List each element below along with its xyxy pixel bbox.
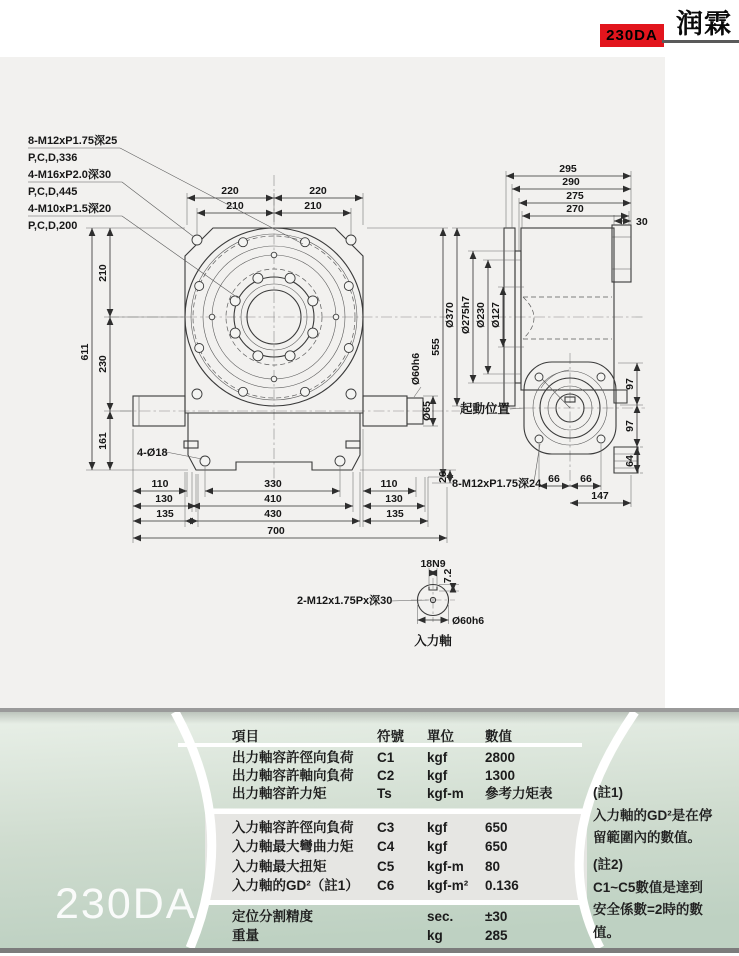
cell-symbol: C2 xyxy=(377,768,395,783)
table-row xyxy=(232,907,567,926)
cell-value: 2800 xyxy=(485,750,516,765)
dim-110-l: 110 xyxy=(151,478,169,490)
callout-pcd336: P,C,D,336 xyxy=(28,152,78,164)
dim-26: 26 xyxy=(437,471,449,483)
col-header-value: 數值 xyxy=(485,729,512,744)
drawing-svg xyxy=(0,57,665,708)
table-row xyxy=(232,766,567,785)
dim-410: 410 xyxy=(264,493,282,505)
dim-295: 295 xyxy=(559,163,577,175)
dim-130-l: 130 xyxy=(155,493,173,505)
col-header-item: 項目 xyxy=(232,729,259,744)
note-line: 留範圍內的數值。 xyxy=(593,830,701,845)
cell-unit: kgf-m² xyxy=(427,878,469,893)
panel-model-label: 230DA xyxy=(55,880,197,928)
front-view xyxy=(108,175,460,485)
note-line: 安全係數=2時的數 xyxy=(593,902,703,917)
dim-d370: Ø370 xyxy=(444,302,456,328)
dim-64: 64 xyxy=(624,455,636,467)
table-row xyxy=(232,926,567,945)
dim-30: 30 xyxy=(636,216,648,228)
dim-97b: 97 xyxy=(624,420,636,432)
dim-210-left: 210 xyxy=(226,200,244,212)
header-rule xyxy=(662,40,739,43)
callout-bolt8-side: 8-M12xP1.75深24 xyxy=(452,478,542,490)
cell-symbol: C3 xyxy=(377,820,395,835)
note-2 xyxy=(593,854,738,944)
cell-value: 650 xyxy=(485,820,508,835)
dim-555: 555 xyxy=(430,338,442,356)
callout-bolt4-m10: 4-M10xP1.5深20 xyxy=(28,203,112,215)
side-view xyxy=(495,225,645,489)
cell-unit: kgf xyxy=(427,768,448,783)
cell-symbol xyxy=(377,926,427,945)
cell-item: 出力軸容許軸向負荷 xyxy=(232,768,354,783)
dim-230v: 230 xyxy=(97,355,109,373)
side-dimensions xyxy=(444,163,648,507)
cell-symbol: C6 xyxy=(377,878,395,893)
dim-147: 147 xyxy=(591,490,609,502)
spec-panel xyxy=(0,708,739,956)
dim-7-2: 7.2 xyxy=(442,568,454,584)
callout-bolt4-m16: 4-M16xP2.0深30 xyxy=(28,169,112,181)
dim-430: 430 xyxy=(264,508,282,520)
dim-60h6: Ø60h6 xyxy=(410,352,422,386)
dim-97a: 97 xyxy=(624,378,636,390)
front-dimensions xyxy=(79,185,456,543)
table-row xyxy=(232,748,567,767)
dim-110-r: 110 xyxy=(380,478,398,490)
cell-symbol xyxy=(377,907,427,926)
note-line: (註1) xyxy=(593,785,623,800)
dim-700: 700 xyxy=(267,525,285,537)
cell-unit: kg xyxy=(427,928,443,943)
cell-item: 入力軸的GD²（註1） xyxy=(232,878,359,893)
cell-item: 定位分割精度 xyxy=(232,909,313,924)
table-row xyxy=(232,876,567,895)
cell-value: ±30 xyxy=(485,909,508,924)
dim-d275h7: Ø275h7 xyxy=(460,296,472,334)
dim-66b: 66 xyxy=(580,473,592,485)
dim-135-r: 135 xyxy=(386,508,404,520)
cell-unit: kgf xyxy=(427,820,448,835)
dim-270: 270 xyxy=(566,203,584,215)
cell-value: 1300 xyxy=(485,768,516,783)
table-row xyxy=(232,857,567,876)
dim-18N9: 18N9 xyxy=(420,558,446,570)
cell-item: 入力軸容許徑向負荷 xyxy=(232,820,354,835)
cell-unit: sec. xyxy=(427,909,454,924)
cell-value: 0.136 xyxy=(485,878,519,893)
table-row xyxy=(232,784,567,803)
technical-drawing xyxy=(0,57,665,708)
cell-item: 出力軸容許力矩 xyxy=(232,786,327,801)
gear-base xyxy=(188,413,360,470)
col-header-unit: 單位 xyxy=(427,729,454,744)
note-line: C1~C5數值是達到 xyxy=(593,879,703,895)
cell-item: 重量 xyxy=(232,928,259,943)
callout-pcd445: P,C,D,445 xyxy=(28,186,78,198)
brand-logo: 润霖 xyxy=(676,9,732,39)
model-badge: 230DA xyxy=(600,24,664,47)
dim-220-left: 220 xyxy=(221,185,239,197)
cell-unit: kgf-m xyxy=(427,786,464,801)
dim-130-r: 130 xyxy=(385,493,403,505)
dim-135-l: 135 xyxy=(156,508,174,520)
note-line: (註2) xyxy=(593,857,623,872)
side-body xyxy=(521,228,614,390)
dim-d127: Ø127 xyxy=(490,302,502,328)
panel-bottom-bar xyxy=(0,948,739,953)
note-1 xyxy=(593,782,738,850)
cell-unit: kgf xyxy=(427,750,448,765)
cell-item: 出力軸容許徑向負荷 xyxy=(232,750,354,765)
cell-value: 650 xyxy=(485,839,508,854)
cell-item: 入力軸最大扭矩 xyxy=(232,859,327,874)
dim-210v: 210 xyxy=(97,264,109,282)
table-header-row xyxy=(232,727,567,746)
callout-tap-input: 2-M12x1.75Px深30 xyxy=(297,595,393,607)
rear-ring xyxy=(612,225,631,282)
dim-detail-60h6: Ø60h6 xyxy=(452,615,485,627)
callout-pcd200: P,C,D,200 xyxy=(28,220,78,232)
callout-start-position: 起動位置 xyxy=(460,402,511,416)
dim-290: 290 xyxy=(562,176,580,188)
foot-hole xyxy=(200,456,210,466)
cell-value: 參考力矩表 xyxy=(485,786,553,801)
label-input-shaft: 入力軸 xyxy=(414,634,452,648)
dim-161: 161 xyxy=(97,432,109,450)
dim-d230: Ø230 xyxy=(475,302,487,328)
cell-item: 入力軸最大彎曲力矩 xyxy=(232,839,354,854)
dim-210-right: 210 xyxy=(304,200,322,212)
dim-611: 611 xyxy=(79,343,91,361)
cell-value: 285 xyxy=(485,928,508,943)
note-line: 值。 xyxy=(593,924,620,940)
cell-unit: kgf xyxy=(427,839,448,854)
cell-symbol: C4 xyxy=(377,839,395,854)
cell-symbol: C1 xyxy=(377,750,395,765)
input-shaft-detail xyxy=(297,558,484,648)
dim-275: 275 xyxy=(566,190,584,202)
cell-unit: kgf-m xyxy=(427,859,464,874)
front-callouts xyxy=(28,134,303,298)
callout-feet: 4-Ø18 xyxy=(137,447,168,459)
callout-bolt8-front: 8-M12xP1.75深25 xyxy=(28,135,118,147)
col-header-symbol: 符號 xyxy=(377,729,404,744)
cell-symbol: Ts xyxy=(377,786,392,801)
cell-value: 80 xyxy=(485,859,501,874)
foot-hole xyxy=(335,456,345,466)
table-row xyxy=(232,837,567,856)
table-row xyxy=(232,818,567,837)
cell-symbol: C5 xyxy=(377,859,395,874)
note-line: 入力軸的GD²是在停 xyxy=(593,807,713,823)
dim-220-right: 220 xyxy=(309,185,327,197)
dim-66a: 66 xyxy=(548,473,560,485)
dim-65: Ø65 xyxy=(421,401,433,421)
dim-330: 330 xyxy=(264,478,282,490)
